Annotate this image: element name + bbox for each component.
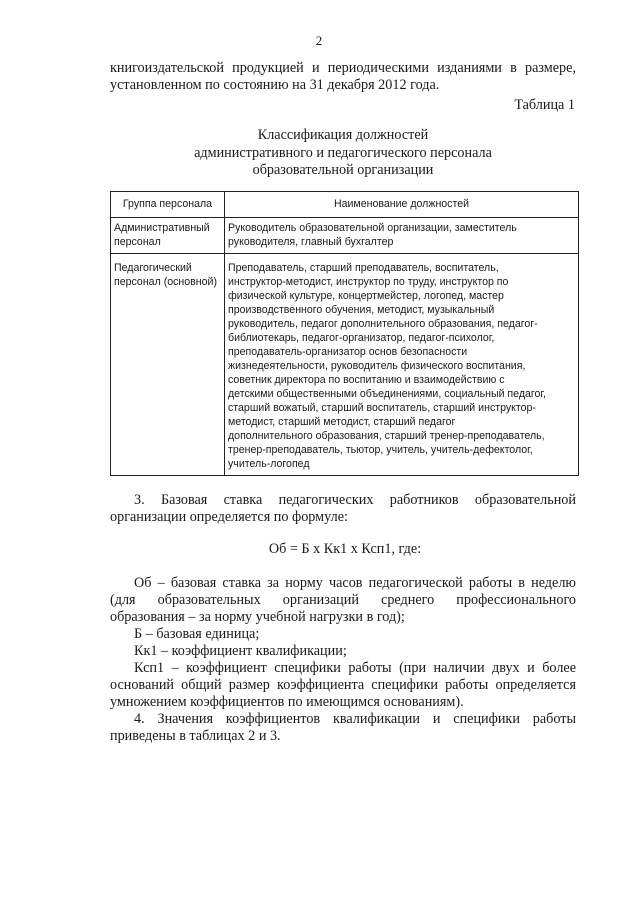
cell-line: Административный — [114, 222, 210, 234]
cell-line: Руководитель образовательной организации, заместитель — [228, 222, 517, 234]
cell-line: учитель-логопед — [228, 458, 310, 470]
table-title — [110, 127, 576, 180]
cell-line: Преподаватель, старший преподаватель, воспитатель, — [228, 262, 499, 274]
definition-ksp1 — [110, 660, 576, 711]
intro-line: книгоиздательской продукцией и периодическими изданиями в размере, — [110, 60, 576, 76]
cell-line: дополнительного образования, старший тренер-преподаватель, — [228, 430, 545, 442]
definition-line: (для образовательных организаций среднего профессионального — [110, 592, 576, 608]
cell-line: персонал — [114, 236, 161, 248]
positions-cell — [225, 254, 579, 476]
cell-line: жизнедеятельности, руководитель физического воспитания, — [228, 360, 526, 372]
definition-kk1: Кк1 – коэффициент квалификации; — [134, 643, 347, 659]
section-3-line: организации определяется по формуле: — [110, 509, 348, 525]
table-row — [111, 254, 579, 476]
definition-b: Б – базовая единица; — [134, 626, 260, 642]
section-4-line: приведены в таблицах 2 и 3. — [110, 728, 281, 744]
intro-paragraph — [110, 60, 576, 94]
cell-line: старший вожатый, старший воспитатель, старший инструктор- — [228, 402, 536, 414]
cell-line: физической культуре, концертмейстер, логопед, мастер — [228, 290, 504, 302]
header-staff-group: Группа персонала — [111, 192, 225, 218]
classification-table — [110, 191, 579, 476]
positions-cell — [225, 218, 579, 254]
cell-line: инструктор-методист, инструктор по труду, инструктор по — [228, 276, 509, 288]
cell-line: тренер-преподаватель, тьютор, учитель, учитель-дефектолог, — [228, 444, 533, 456]
definition-line: Об – базовая ставка за норму часов педагогической работы в неделю — [134, 575, 576, 591]
section-4-line: 4. Значения коэффициентов квалификации и специфики работы — [134, 711, 576, 727]
table-label: Таблица 1 — [514, 97, 575, 113]
cell-line: персонал (основной) — [114, 276, 217, 288]
intro-line: установленном по состоянию на 31 декабря 2012 года. — [110, 77, 440, 93]
table-title-line: образовательной организации — [252, 162, 434, 178]
section-3-line: 3. Базовая ставка педагогических работников образовательной — [134, 492, 576, 508]
cell-line: руководителя, главный бухгалтер — [228, 236, 394, 248]
cell-line: детскими общественными объединениями, социальный педагог, — [228, 388, 546, 400]
table-title-line: административного и педагогического персонала — [194, 144, 492, 161]
page-number: 2 — [315, 33, 323, 48]
cell-line: Педагогический — [114, 262, 192, 274]
group-cell — [111, 254, 225, 476]
definition-line: умножением коэффициентов по имеющимся основаниям). — [110, 694, 464, 710]
definition-line: оснований общий размер коэффициента специфики работы определяется — [110, 677, 576, 693]
table-title-line: Классификация должностей — [257, 127, 429, 143]
cell-line: производственного обучения, методист, музыкальный — [228, 304, 495, 316]
cell-line: советник директора по воспитанию и взаимодействию с — [228, 374, 505, 386]
formula: Об = Б х Кк1 х Ксп1, где: — [268, 541, 422, 557]
cell-line: преподаватель-организатор основ безопасности — [228, 346, 468, 358]
section-3-paragraph — [110, 492, 576, 526]
header-positions: Наименование должностей — [225, 192, 579, 218]
group-cell — [111, 218, 225, 254]
table-header-row — [111, 192, 579, 218]
cell-line: методист, старший методист, старший педагог — [228, 416, 456, 428]
definition-line: Ксп1 – коэффициент специфики работы (при наличии двух и более — [134, 660, 576, 676]
section-4-paragraph — [110, 711, 576, 745]
table-row — [111, 218, 579, 254]
definition-ob — [110, 575, 576, 626]
cell-line: руководитель, педагог дополнительного образования, педагог- — [228, 318, 538, 330]
cell-line: библиотекарь, педагог-организатор, педагог-психолог, — [228, 332, 495, 344]
definition-line: образования – за норму учебной нагрузки в год); — [110, 609, 405, 625]
